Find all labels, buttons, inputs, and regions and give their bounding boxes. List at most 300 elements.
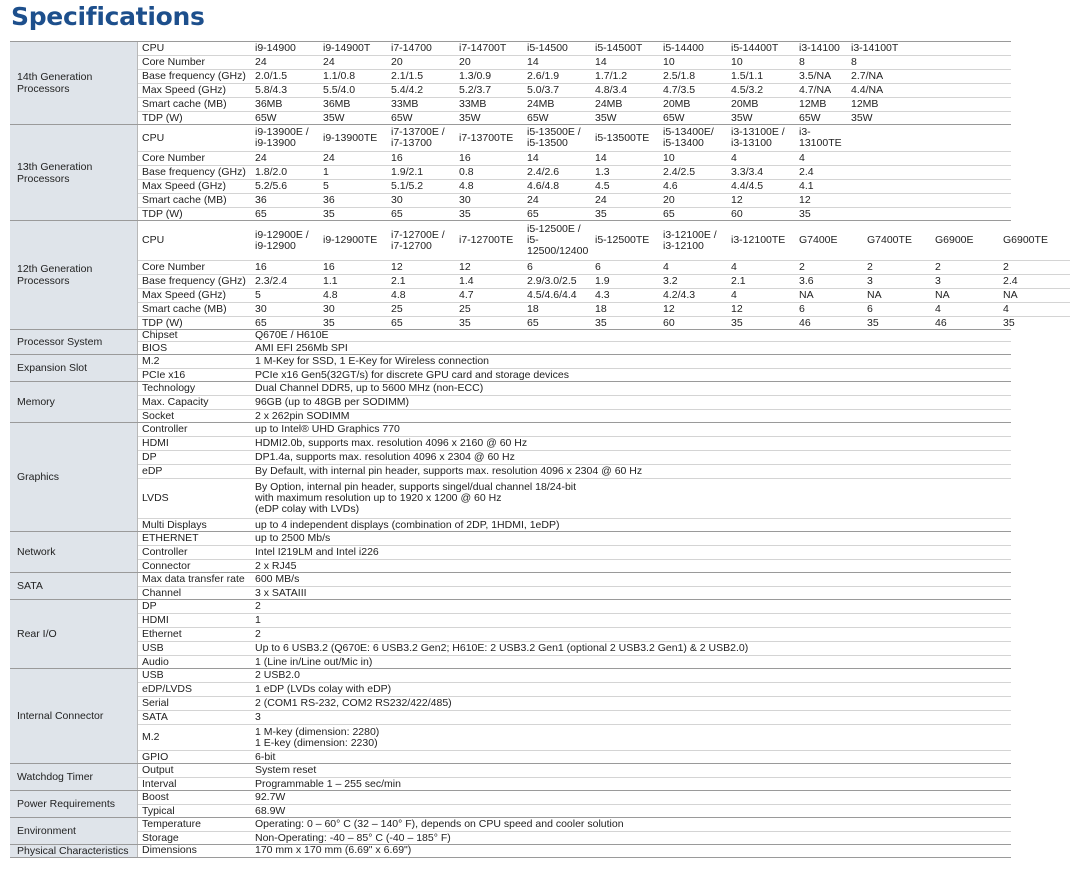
cpu-cell: 20 bbox=[459, 56, 471, 68]
cpu-cell: 24 bbox=[255, 56, 267, 68]
spec-row bbox=[138, 56, 1011, 70]
cpu-cell: 5.4/4.2 bbox=[391, 84, 424, 96]
spec-row bbox=[138, 423, 1011, 437]
cpu-cell: 1 bbox=[323, 166, 329, 178]
cpu-cell: NA bbox=[799, 289, 814, 301]
cpu-cell: 4.3 bbox=[595, 289, 610, 301]
row-label: Max Speed (GHz) bbox=[142, 84, 227, 96]
cpu-cell: 3.2 bbox=[663, 275, 678, 287]
cpu-cell: 35W bbox=[731, 111, 753, 124]
row-label: HDMI bbox=[142, 614, 169, 626]
cpu-cell: i7-13700TE bbox=[459, 131, 514, 144]
cpu-cell: 30 bbox=[323, 303, 335, 315]
cpu-cell: 4 bbox=[935, 303, 941, 315]
cpu-cell: 65 bbox=[255, 207, 267, 220]
spec-rows bbox=[138, 669, 1011, 763]
cpu-cell: 35 bbox=[799, 207, 811, 220]
cpu-cell: 2.0/1.5 bbox=[255, 70, 288, 82]
cpu-cell: 35 bbox=[323, 316, 335, 329]
section-network bbox=[10, 531, 1011, 572]
cpu-cell: 0.8 bbox=[459, 166, 474, 178]
cpu-cell: 4 bbox=[663, 261, 669, 273]
row-value: 1 (Line in/Line out/Mic in) bbox=[255, 655, 373, 668]
cpu-cell: 6 bbox=[867, 303, 873, 315]
row-value: Up to 6 USB3.2 (Q670E: 6 USB3.2 Gen2; H610E: 2 USB3.2 Gen1 (optional 2 USB3.2 Gen1) & 2 USB2.0) bbox=[255, 642, 749, 654]
spec-row bbox=[138, 382, 1011, 396]
row-value: PCIe x16 Gen5(32GT/s) for discrete GPU card and storage devices bbox=[255, 368, 569, 381]
spec-row bbox=[138, 261, 1070, 275]
spec-rows bbox=[138, 791, 1011, 817]
cpu-cell: i7-13700E / i7-13700 bbox=[391, 126, 445, 149]
category-label: Environment bbox=[10, 818, 138, 844]
row-label: Socket bbox=[142, 409, 175, 422]
spec-row bbox=[138, 600, 1011, 614]
cpu-cell: 4 bbox=[731, 261, 737, 273]
cpu-cell: 60 bbox=[663, 316, 675, 329]
spec-rows bbox=[138, 355, 1011, 381]
cpu-cell: 36 bbox=[255, 194, 267, 206]
row-value: up to 4 independent displays (combination of 2DP, 1HDMI, 1eDP) bbox=[255, 518, 560, 531]
cpu-cell: 33MB bbox=[391, 98, 419, 110]
cpu-cell: 1.1 bbox=[323, 275, 338, 287]
row-label: CPU bbox=[142, 42, 165, 54]
row-label: Boost bbox=[142, 791, 169, 803]
row-value: 600 MB/s bbox=[255, 573, 300, 585]
row-label: SATA bbox=[142, 711, 168, 723]
cpu-cell: 3 bbox=[867, 275, 873, 287]
cpu-cell: 6 bbox=[527, 261, 533, 273]
cpu-cell: G7400TE bbox=[867, 234, 912, 246]
cpu-cell: i3-13100E / i3-13100 bbox=[731, 126, 785, 149]
row-label: Ethernet bbox=[142, 628, 182, 640]
cpu-cell: 4 bbox=[731, 289, 737, 301]
row-label: Storage bbox=[142, 831, 179, 844]
row-value: HDMI2.0b, supports max. resolution 4096 x 2160 @ 60 Hz bbox=[255, 437, 528, 449]
category-label: Memory bbox=[10, 382, 138, 422]
cpu-cell: 4.4/NA bbox=[851, 84, 884, 96]
row-label: Channel bbox=[142, 586, 182, 599]
spec-row bbox=[138, 112, 1011, 124]
cpu-cell: 1.1/0.8 bbox=[323, 70, 356, 82]
category-label: Internal Connector bbox=[10, 669, 138, 763]
spec-row bbox=[138, 683, 1011, 697]
row-label: Smart cache (MB) bbox=[142, 194, 227, 206]
row-value: 2 bbox=[255, 628, 261, 640]
cpu-cell: 65W bbox=[527, 111, 549, 124]
cpu-cell: i9-12900E / i9-12900 bbox=[255, 228, 309, 252]
row-value: Programmable 1 – 255 sec/min bbox=[255, 777, 401, 790]
row-label: Max Speed (GHz) bbox=[142, 180, 227, 192]
section-physical-characteristics bbox=[10, 844, 1011, 858]
spec-rows bbox=[138, 600, 1011, 668]
cpu-cell: 12 bbox=[731, 194, 743, 206]
spec-row bbox=[138, 832, 1011, 844]
spec-row bbox=[138, 642, 1011, 656]
spec-row bbox=[138, 42, 1011, 56]
row-label: USB bbox=[142, 642, 164, 654]
section-14th-gen bbox=[10, 41, 1011, 124]
cpu-cell: 2.5/1.8 bbox=[663, 70, 696, 82]
page-title: Specifications bbox=[11, 2, 205, 31]
cpu-cell: NA bbox=[1003, 289, 1018, 301]
cpu-cell: 2 bbox=[799, 261, 805, 273]
spec-row bbox=[138, 519, 1011, 531]
cpu-cell: 1.9/2.1 bbox=[391, 166, 424, 178]
cpu-cell: 65 bbox=[391, 316, 403, 329]
row-value: 2 bbox=[255, 600, 261, 612]
cpu-cell: 4.5 bbox=[595, 180, 610, 192]
category-label: Graphics bbox=[10, 423, 138, 531]
category-label: 13th Generation Processors bbox=[10, 125, 138, 220]
cpu-cell: 4 bbox=[799, 152, 805, 164]
cpu-cell: 12 bbox=[799, 194, 811, 206]
row-value: 68.9W bbox=[255, 804, 286, 817]
cpu-cell: 12 bbox=[391, 261, 403, 273]
row-label: Connector bbox=[142, 559, 191, 572]
spec-row bbox=[138, 208, 1011, 220]
cpu-cell: 35W bbox=[459, 111, 481, 124]
cpu-cell: 3.3/3.4 bbox=[731, 166, 764, 178]
row-value: Intel I219LM and Intel i226 bbox=[255, 546, 379, 558]
row-value: 1 eDP (LVDs colay with eDP) bbox=[255, 683, 392, 695]
spec-rows bbox=[138, 382, 1011, 422]
row-label: Controller bbox=[142, 423, 188, 435]
cpu-cell: 65 bbox=[391, 207, 403, 220]
row-label: TDP (W) bbox=[142, 316, 183, 329]
cpu-cell: 35 bbox=[731, 316, 743, 329]
spec-rows bbox=[138, 330, 1011, 354]
spec-row bbox=[138, 289, 1070, 303]
cpu-cell: 2 bbox=[935, 261, 941, 273]
cpu-cell: i3-12100TE bbox=[731, 234, 786, 246]
cpu-cell: 20 bbox=[663, 194, 675, 206]
row-label: Base frequency (GHz) bbox=[142, 70, 246, 82]
cpu-cell: 4.2/4.3 bbox=[663, 289, 696, 301]
cpu-cell: 2.3/2.4 bbox=[255, 275, 288, 287]
row-value: 170 mm x 170 mm (6.69" x 6.69") bbox=[255, 844, 412, 856]
cpu-cell: 2.1 bbox=[391, 275, 406, 287]
cpu-cell: 2 bbox=[1003, 261, 1009, 273]
cpu-cell: 8 bbox=[851, 56, 857, 68]
cpu-cell: i5-14400T bbox=[731, 42, 779, 54]
spec-rows bbox=[138, 125, 1011, 220]
cpu-cell: 60 bbox=[731, 207, 743, 220]
row-value: 3 x SATAIII bbox=[255, 586, 307, 599]
cpu-cell: 4.1 bbox=[799, 180, 814, 192]
row-label: Dimensions bbox=[142, 844, 197, 856]
category-label: 14th Generation Processors bbox=[10, 42, 138, 124]
row-label: Interval bbox=[142, 777, 177, 790]
cpu-cell: 16 bbox=[391, 152, 403, 164]
cpu-cell: 2.4 bbox=[1003, 275, 1018, 287]
cpu-cell: 5 bbox=[255, 289, 261, 301]
row-label: Base frequency (GHz) bbox=[142, 275, 246, 287]
row-value: 2 x RJ45 bbox=[255, 559, 297, 572]
cpu-cell: 65 bbox=[255, 316, 267, 329]
cpu-cell: 5.2/5.6 bbox=[255, 180, 288, 192]
cpu-cell: 65 bbox=[663, 207, 675, 220]
spec-row bbox=[138, 342, 1011, 354]
row-label: Output bbox=[142, 764, 174, 776]
spec-row bbox=[138, 125, 1011, 152]
spec-row bbox=[138, 166, 1011, 180]
cpu-cell: 12 bbox=[663, 303, 675, 315]
spec-row bbox=[138, 479, 1011, 519]
row-label: Technology bbox=[142, 382, 196, 394]
category-label: Power Requirements bbox=[10, 791, 138, 817]
row-label: HDMI bbox=[142, 437, 169, 449]
cpu-cell: 5.5/4.0 bbox=[323, 84, 356, 96]
row-label: Controller bbox=[142, 546, 188, 558]
row-label: Typical bbox=[142, 804, 175, 817]
cpu-cell: 6 bbox=[595, 261, 601, 273]
spec-row bbox=[138, 587, 1011, 599]
cpu-cell: i9-13900E / i9-13900 bbox=[255, 126, 309, 149]
row-label: CPU bbox=[142, 234, 165, 246]
spec-row bbox=[138, 180, 1011, 194]
cpu-cell: 14 bbox=[595, 56, 607, 68]
cpu-cell: G6900E bbox=[935, 234, 974, 246]
cpu-cell: 2 bbox=[867, 261, 873, 273]
row-label: Max. Capacity bbox=[142, 396, 209, 408]
row-value: AMI EFI 256Mb SPI bbox=[255, 341, 348, 354]
cpu-cell: 4.5/4.6/4.4 bbox=[527, 289, 577, 301]
spec-row bbox=[138, 70, 1011, 84]
spec-row bbox=[138, 669, 1011, 683]
spec-row bbox=[138, 764, 1011, 778]
cpu-cell: 36MB bbox=[255, 98, 283, 110]
row-label: Audio bbox=[142, 655, 169, 668]
row-value: By Default, with internal pin header, supports max. resolution 4096 x 2304 @ 60 Hz bbox=[255, 465, 643, 477]
cpu-cell: i5-13500TE bbox=[595, 131, 650, 144]
cpu-cell: 65W bbox=[255, 111, 277, 124]
spec-rows bbox=[138, 423, 1011, 531]
cpu-cell: 30 bbox=[459, 194, 471, 206]
cpu-cell: i9-13900TE bbox=[323, 131, 378, 144]
cpu-cell: 4.6/4.8 bbox=[527, 180, 560, 192]
cpu-cell: 35W bbox=[595, 111, 617, 124]
spec-row bbox=[138, 751, 1011, 763]
cpu-cell: 4.7 bbox=[459, 289, 474, 301]
cpu-cell: 5.8/4.3 bbox=[255, 84, 288, 96]
category-label: Expansion Slot bbox=[10, 355, 138, 381]
row-label: GPIO bbox=[142, 750, 169, 763]
cpu-cell: i9-12900TE bbox=[323, 234, 378, 246]
cpu-cell: 24 bbox=[527, 194, 539, 206]
row-label: DP bbox=[142, 600, 157, 612]
cpu-cell: i7-14700T bbox=[459, 42, 507, 54]
cpu-cell: 4.7/3.5 bbox=[663, 84, 696, 96]
cpu-cell: i5-12500TE bbox=[595, 234, 650, 246]
cpu-cell: i7-12700TE bbox=[459, 234, 514, 246]
cpu-cell: i5-13500E / i5-13500 bbox=[527, 126, 581, 149]
cpu-cell: 5 bbox=[323, 180, 329, 192]
cpu-cell: 4.8/3.4 bbox=[595, 84, 628, 96]
cpu-cell: NA bbox=[867, 289, 882, 301]
cpu-cell: 5.1/5.2 bbox=[391, 180, 424, 192]
cpu-cell: 35 bbox=[595, 207, 607, 220]
row-label: CPU bbox=[142, 131, 165, 144]
row-label: eDP bbox=[142, 465, 163, 477]
cpu-cell: i3-12100E / i3-12100 bbox=[663, 228, 717, 252]
cpu-cell: 35 bbox=[459, 316, 471, 329]
row-label: Core Number bbox=[142, 261, 206, 273]
cpu-cell: 1.4 bbox=[459, 275, 474, 287]
row-label: Base frequency (GHz) bbox=[142, 166, 246, 178]
cpu-cell: 20 bbox=[391, 56, 403, 68]
spec-rows bbox=[138, 845, 1011, 857]
row-value: 3 bbox=[255, 711, 261, 723]
row-value: Operating: 0 – 60° C (32 – 140° F), depends on CPU speed and cooler solution bbox=[255, 818, 624, 830]
cpu-cell: i7-14700 bbox=[391, 42, 432, 54]
cpu-cell: 4.8 bbox=[459, 180, 474, 192]
cpu-cell: 35 bbox=[595, 316, 607, 329]
spec-row bbox=[138, 369, 1011, 381]
row-value: By Option, internal pin header, supports singel/dual channel 18/24-bit with maximum resolution up to 1920 x 1200 @ 60 Hz (eDP colay with LVDs) bbox=[255, 481, 577, 515]
cpu-cell: 65 bbox=[527, 207, 539, 220]
cpu-cell: 20MB bbox=[663, 98, 691, 110]
cpu-cell: 1.5/1.1 bbox=[731, 70, 764, 82]
cpu-cell: 3 bbox=[935, 275, 941, 287]
spec-rows bbox=[138, 818, 1011, 844]
cpu-cell: 65 bbox=[527, 316, 539, 329]
cpu-cell: 2.9/3.0/2.5 bbox=[527, 275, 577, 287]
cpu-cell: 18 bbox=[527, 303, 539, 315]
spec-row bbox=[138, 805, 1011, 817]
section-processor-system bbox=[10, 329, 1011, 354]
cpu-cell: 24 bbox=[323, 152, 335, 164]
cpu-cell: 1.7/1.2 bbox=[595, 70, 628, 82]
cpu-cell: 18 bbox=[595, 303, 607, 315]
spec-row bbox=[138, 697, 1011, 711]
spec-rows bbox=[138, 221, 1070, 329]
cpu-cell: 1.3 bbox=[595, 166, 610, 178]
cpu-cell: 2.1/1.5 bbox=[391, 70, 424, 82]
row-label: eDP/LVDS bbox=[142, 683, 192, 695]
spec-row bbox=[138, 152, 1011, 166]
row-label: USB bbox=[142, 669, 164, 681]
row-value: System reset bbox=[255, 764, 317, 776]
cpu-cell: 6 bbox=[799, 303, 805, 315]
cpu-cell: 35 bbox=[1003, 316, 1015, 329]
section-memory bbox=[10, 381, 1011, 422]
cpu-cell: 46 bbox=[935, 316, 947, 329]
cpu-cell: 35 bbox=[323, 207, 335, 220]
spec-row bbox=[138, 560, 1011, 572]
cpu-cell: 14 bbox=[527, 56, 539, 68]
cpu-cell: 16 bbox=[255, 261, 267, 273]
specifications-table bbox=[10, 41, 1048, 858]
row-label: Multi Displays bbox=[142, 518, 207, 531]
row-label: BIOS bbox=[142, 341, 168, 354]
cpu-cell: 2.6/1.9 bbox=[527, 70, 560, 82]
cpu-cell: 35 bbox=[867, 316, 879, 329]
cpu-cell: i7-12700E / i7-12700 bbox=[391, 228, 445, 252]
spec-row bbox=[138, 818, 1011, 832]
section-internal-connector bbox=[10, 668, 1011, 763]
cpu-cell: 30 bbox=[255, 303, 267, 315]
row-label: Temperature bbox=[142, 818, 201, 830]
cpu-cell: 35W bbox=[851, 111, 873, 124]
cpu-cell: 2.4 bbox=[799, 166, 814, 178]
cpu-cell: 24 bbox=[595, 194, 607, 206]
spec-row bbox=[138, 303, 1070, 317]
row-value: 6-bit bbox=[255, 750, 276, 763]
spec-rows bbox=[138, 764, 1011, 790]
spec-row bbox=[138, 791, 1011, 805]
spec-row bbox=[138, 355, 1011, 369]
spec-row bbox=[138, 573, 1011, 587]
cpu-cell: 12 bbox=[459, 261, 471, 273]
row-label: Core Number bbox=[142, 152, 206, 164]
remaining-sections bbox=[10, 329, 1011, 858]
row-label: Core Number bbox=[142, 56, 206, 68]
spec-row bbox=[138, 546, 1011, 560]
spec-row bbox=[138, 84, 1011, 98]
row-value: 2 x 262pin SODIMM bbox=[255, 409, 350, 422]
cpu-cell: 10 bbox=[731, 56, 743, 68]
category-label: Rear I/O bbox=[10, 600, 138, 668]
spec-rows bbox=[138, 42, 1011, 124]
row-label: Serial bbox=[142, 697, 169, 709]
row-value: 2 USB2.0 bbox=[255, 669, 300, 681]
spec-row bbox=[138, 275, 1070, 289]
cpu-cell: 20MB bbox=[731, 98, 759, 110]
cpu-cell: 1.9 bbox=[595, 275, 610, 287]
cpu-cell: 2.4/2.6 bbox=[527, 166, 560, 178]
cpu-cell: 4.8 bbox=[391, 289, 406, 301]
cpu-cell: i5-13400E/ i5-13400 bbox=[663, 126, 714, 149]
cpu-cell: 16 bbox=[459, 152, 471, 164]
spec-row bbox=[138, 194, 1011, 208]
cpu-cell: 46 bbox=[799, 316, 811, 329]
cpu-cell: 4.6 bbox=[663, 180, 678, 192]
spec-row bbox=[138, 330, 1011, 342]
cpu-cell: i5-14500 bbox=[527, 42, 568, 54]
row-label: M.2 bbox=[142, 355, 160, 367]
row-label: LVDS bbox=[142, 492, 169, 504]
cpu-cell: 65W bbox=[663, 111, 685, 124]
cpu-cell: 14 bbox=[527, 152, 539, 164]
spec-row bbox=[138, 451, 1011, 465]
category-label: Processor System bbox=[10, 330, 138, 354]
cpu-cell: 12MB bbox=[799, 98, 827, 110]
cpu-cell: i5-14400 bbox=[663, 42, 704, 54]
row-value: 1 M-key (dimension: 2280) 1 E-key (dimension: 2230) bbox=[255, 725, 380, 749]
cpu-cell: 5.2/3.7 bbox=[459, 84, 492, 96]
row-label: Max data transfer rate bbox=[142, 573, 245, 585]
category-label: SATA bbox=[10, 573, 138, 599]
cpu-cell: 65W bbox=[799, 111, 821, 124]
cpu-cell: G7400E bbox=[799, 234, 838, 246]
row-value: up to Intel® UHD Graphics 770 bbox=[255, 423, 400, 435]
section-graphics bbox=[10, 422, 1011, 531]
cpu-cell: 4 bbox=[731, 152, 737, 164]
spec-row bbox=[138, 465, 1011, 479]
cpu-cell: G6900TE bbox=[1003, 234, 1048, 246]
row-value: Dual Channel DDR5, up to 5600 MHz (non-ECC) bbox=[255, 382, 484, 394]
cpu-cell: 24 bbox=[323, 56, 335, 68]
cpu-cell: 25 bbox=[459, 303, 471, 315]
cpu-cell: 33MB bbox=[459, 98, 487, 110]
cpu-cell: 3.5/NA bbox=[799, 70, 832, 82]
cpu-cell: i5-12500E / i5- 12500/12400 bbox=[527, 223, 589, 257]
cpu-cell: i3- 13100TE bbox=[799, 126, 842, 149]
row-value: DP1.4a, supports max. resolution 4096 x 2304 @ 60 Hz bbox=[255, 451, 515, 463]
spec-rows bbox=[138, 573, 1011, 599]
cpu-cell: 25 bbox=[391, 303, 403, 315]
row-label: Smart cache (MB) bbox=[142, 303, 227, 315]
